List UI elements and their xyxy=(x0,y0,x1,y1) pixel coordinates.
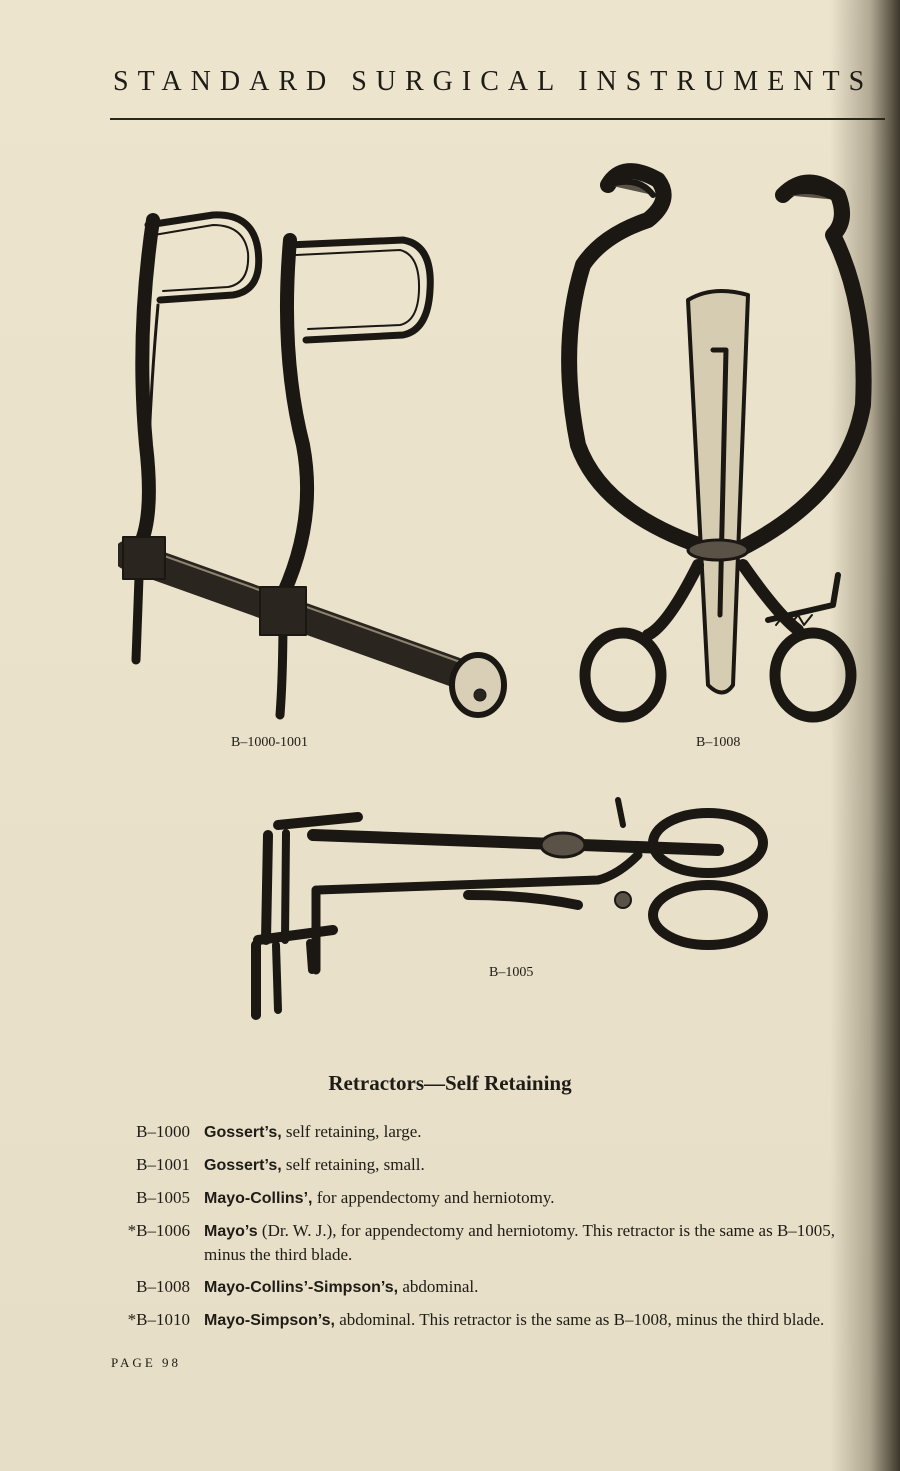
entry-code: B–1005 xyxy=(136,1188,190,1207)
catalog-entry xyxy=(110,1186,880,1210)
entry-description: abdominal. This retractor is the same as B–1008, minus the third blade. xyxy=(334,1310,825,1329)
running-head: STANDARD SURGICAL INSTRUMENTS xyxy=(113,66,874,97)
entry-description: self retaining, large. xyxy=(281,1122,422,1141)
entry-name: Gossert’s, xyxy=(204,1157,282,1174)
mayo-collins-caption: B–1005 xyxy=(489,965,534,980)
entry-code: *B–1006 xyxy=(127,1221,190,1240)
entry-code: *B–1010 xyxy=(127,1310,190,1329)
page-number: PAGE 98 xyxy=(111,1355,182,1370)
header-rule xyxy=(110,118,885,120)
catalog-entry xyxy=(110,1308,880,1332)
catalog-entry xyxy=(110,1275,880,1299)
entry-name: Mayo-Collins’-Simpson’s, xyxy=(204,1279,399,1296)
entry-code: B–1000 xyxy=(136,1122,190,1141)
entry-description: abdominal. xyxy=(398,1277,479,1296)
gossert-retractor-illustration xyxy=(118,195,518,730)
entry-name: Mayo’s xyxy=(204,1223,258,1240)
catalog-entries xyxy=(110,1120,880,1341)
entry-name: Gossert’s, xyxy=(204,1124,282,1141)
section-title: Retractors—Self Retaining xyxy=(328,1071,572,1095)
mayo-collins-simpson-retractor-illustration xyxy=(548,155,878,735)
entry-description: for appendectomy and herniotomy. xyxy=(312,1188,555,1207)
entry-description: (Dr. W. J.), for appendectomy and herniotomy. This retractor is the same as B–1005, minus the third blade. xyxy=(204,1221,836,1264)
mayo-collins-retractor-illustration xyxy=(238,795,778,1030)
mayo-collins-simpson-caption: B–1008 xyxy=(696,735,741,750)
catalog-entry xyxy=(110,1219,880,1266)
entry-name: Mayo-Simpson’s, xyxy=(204,1312,335,1329)
catalog-entry xyxy=(110,1153,880,1177)
catalog-entry xyxy=(110,1120,880,1144)
entry-code: B–1008 xyxy=(136,1277,190,1296)
entry-code: B–1001 xyxy=(136,1155,190,1174)
entry-description: self retaining, small. xyxy=(281,1155,425,1174)
entry-name: Mayo-Collins’, xyxy=(204,1190,313,1207)
gossert-caption: B–1000-1001 xyxy=(231,735,308,750)
